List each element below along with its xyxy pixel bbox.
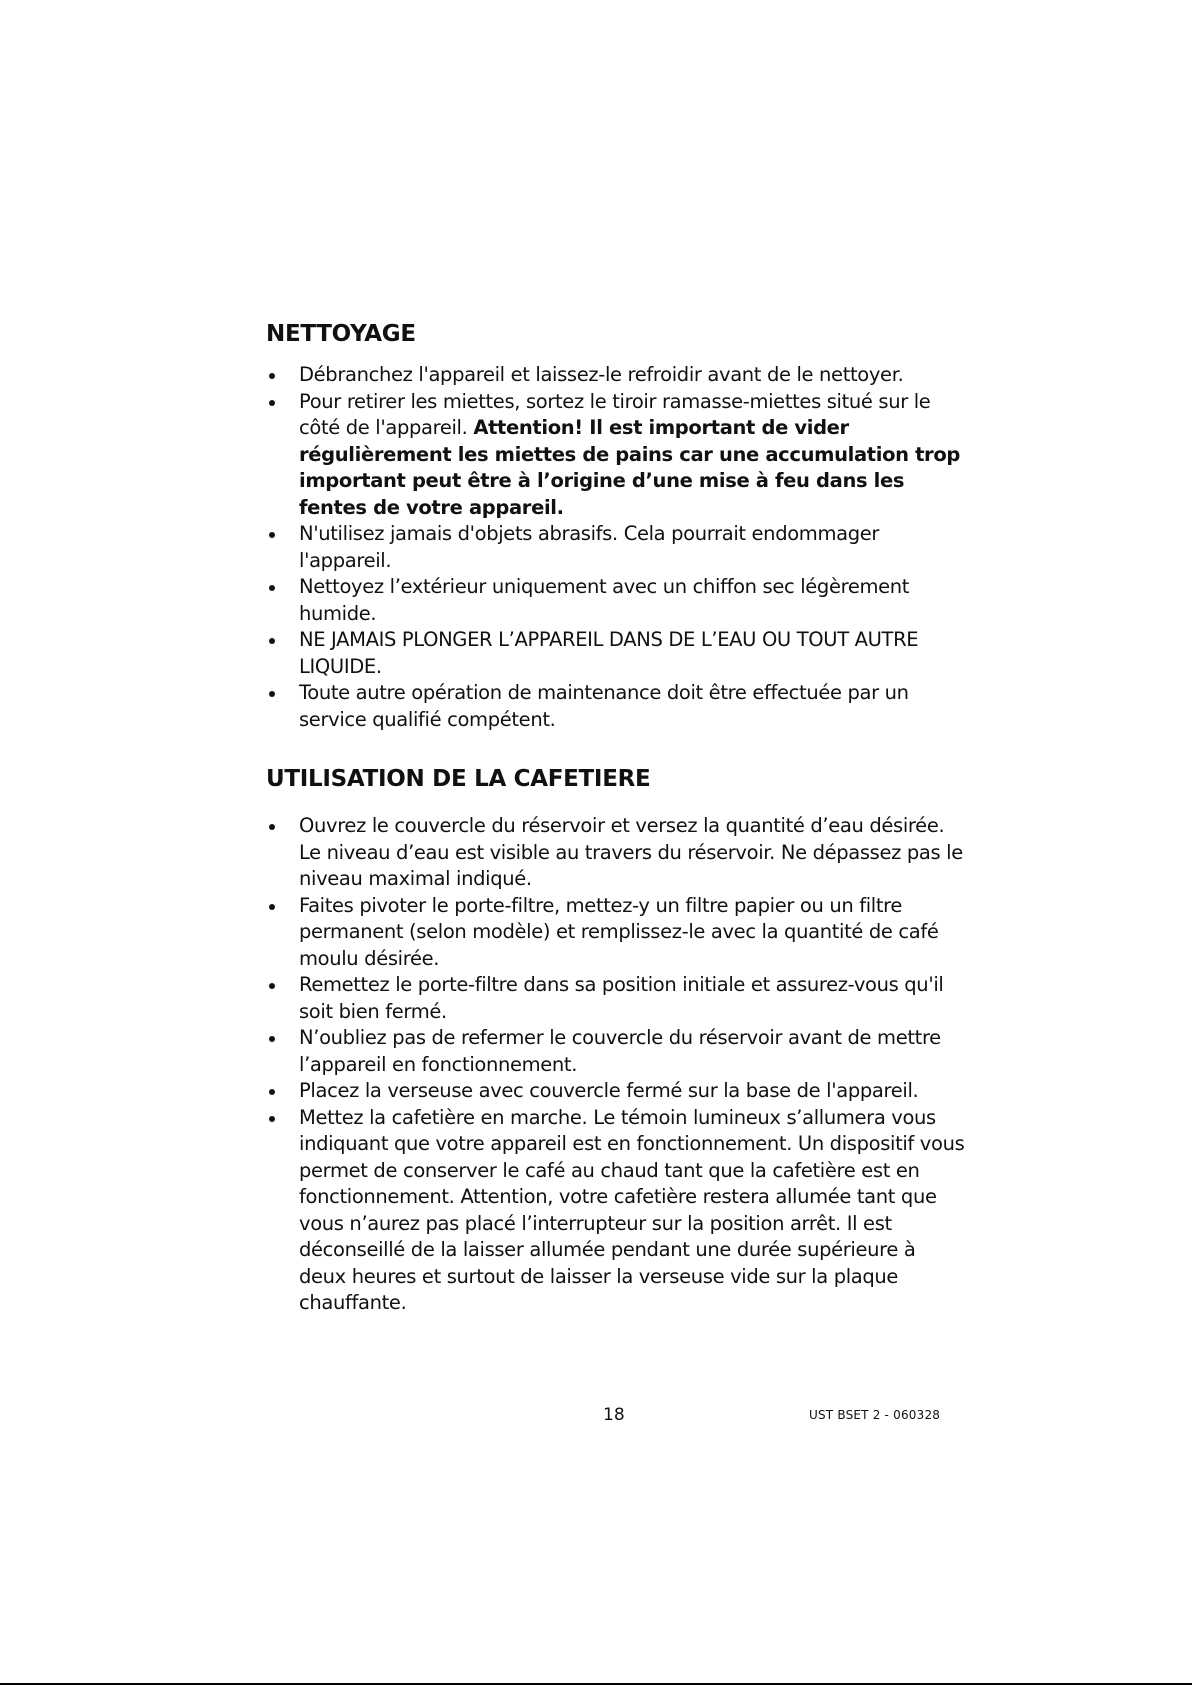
list-item-text: Placez la verseuse avec couvercle fermé sur la base de l'appareil. bbox=[299, 1079, 919, 1102]
list-item bbox=[266, 813, 966, 893]
list-item-text: Mettez la cafetière en marche. Le témoin lumineux s’allumera vous indiquant que votre appareil est en fonctionnement. Un dispositif vous permet de conserver le café au chaud tant que la cafetière est en fonctionnement. Attention, votre cafetière restera allumée tant que vous n’aurez pas placé l’interrupteur sur la position arrêt. Il est déconseillé de la laisser allumée pendant une durée supérieure à deux heures et surtout de laisser la verseuse vide sur la plaque chauffante. bbox=[299, 1105, 965, 1314]
list-item bbox=[266, 1078, 966, 1105]
list-item bbox=[266, 972, 966, 1025]
list-item-text: N'utilisez jamais d'objets abrasifs. Cela pourrait endommager l'appareil. bbox=[299, 522, 880, 572]
list-item bbox=[266, 574, 966, 627]
list-item bbox=[266, 1025, 966, 1078]
list-item-text: N’oubliez pas de refermer le couvercle du réservoir avant de mettre l’appareil en fonctionnement. bbox=[299, 1026, 941, 1076]
list-item bbox=[266, 362, 966, 389]
page-content bbox=[266, 318, 966, 1317]
list-item-text: NE JAMAIS PLONGER L’APPAREIL DANS DE L’EAU OU TOUT AUTRE LIQUIDE. bbox=[299, 628, 919, 678]
list-item bbox=[266, 389, 966, 522]
list-item-text: Débranchez l'appareil et laissez-le refroidir avant de le nettoyer. bbox=[299, 363, 904, 386]
page-number: 18 bbox=[603, 1405, 625, 1425]
usage-list bbox=[266, 813, 966, 1317]
list-item bbox=[266, 521, 966, 574]
list-item-text: Remettez le porte-filtre dans sa position initiale et assurez-vous qu'il soit bien fermé. bbox=[299, 973, 944, 1023]
list-item-text: Faites pivoter le porte-filtre, mettez-y un filtre papier ou un filtre permanent (selon modèle) et remplissez-le avec la quantité de café moulu désirée. bbox=[299, 893, 939, 970]
section-heading-nettoyage: NETTOYAGE bbox=[266, 321, 416, 347]
list-item bbox=[266, 893, 966, 973]
list-item-text: Nettoyez l’extérieur uniquement avec un chiffon sec légèrement humide. bbox=[299, 575, 910, 625]
list-item bbox=[266, 1105, 966, 1317]
document-code: UST BSET 2 - 060328 bbox=[809, 1408, 941, 1422]
cleaning-list bbox=[266, 362, 966, 733]
list-item bbox=[266, 680, 966, 733]
list-item-text: Ouvrez le couvercle du réservoir et versez la quantité d’eau désirée. Le niveau d’eau est visible au travers du réservoir. Ne dépassez pas le niveau maximal indiqué. bbox=[299, 814, 963, 890]
list-item-text: Toute autre opération de maintenance doit être effectuée par un service qualifié compétent. bbox=[299, 681, 909, 731]
list-item bbox=[266, 627, 966, 680]
list-item-text: Pour retirer les miettes, sortez le tiroir ramasse-miettes situé sur le côté de l'appareil. bbox=[299, 389, 931, 439]
warning-text: Attention! Il est important de vider régulièrement les miettes de pains car une accumulation trop important peut être à l’origine d’une mise à feu dans les fentes de votre appareil. bbox=[299, 416, 960, 519]
page-footer bbox=[0, 1405, 1192, 1429]
section-heading-utilisation: UTILISATION DE LA CAFETIERE bbox=[266, 766, 651, 792]
